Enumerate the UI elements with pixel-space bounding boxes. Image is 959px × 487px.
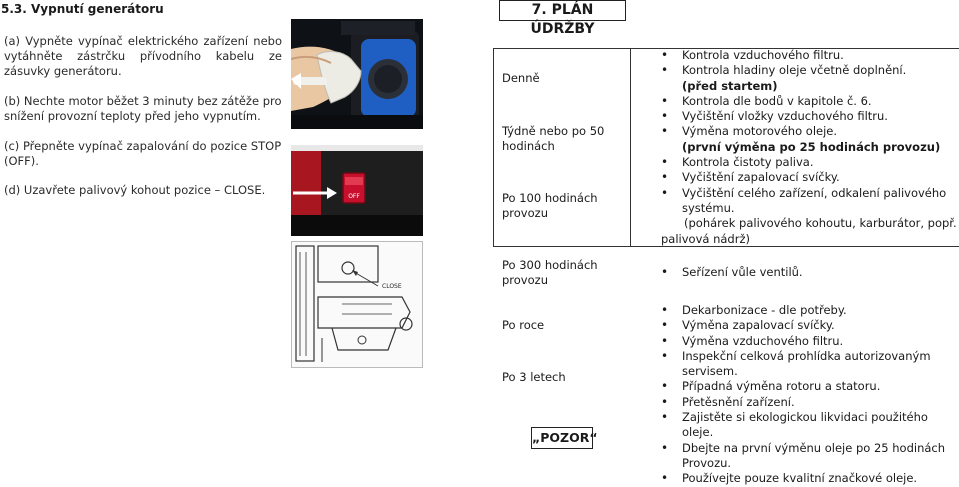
step-d: (d) Uzavřete palivový kohout pozice – CLOSE. [4,183,266,197]
list-item: • Vyčištění vložky vzduchového filtru. [655,109,957,124]
ignition-switch-photo [291,145,423,236]
list-item: • Výměna zapalovací svíčky. [655,318,957,333]
list-item: • Dekarbonizace - dle potřeby. [655,303,957,318]
off-switch-label: OFF [348,193,360,200]
list-item: • Výměna vzduchového filtru. [655,334,957,349]
list-item: • Kontrola hladiny oleje včetně doplnění. [655,63,957,78]
table-column-divider [630,48,631,247]
list-item: • Seřízení vůle ventilů. [655,265,957,280]
list-item: Provozu. [682,455,732,470]
maintenance-plan-heading: 7. PLÁN ÚDRŽBY [499,0,626,21]
close-label: CLOSE [382,283,402,290]
period-100h: Po 100 hodinách provozu [502,191,598,220]
list-item: • Používejte pouze kvalitní značkové oleje. [655,471,957,486]
list-item: (první výměna po 25 hodinách provozu) [682,139,941,154]
section-heading: 5.3. Vypnutí generátoru [1,2,164,16]
list-item: • Vyčištění celého zařízení, odkalení palivového systému. [655,186,957,217]
list-item: • Přetěsnění zařízení. [655,395,957,410]
tasks-yearly-3years [655,303,957,487]
list-item: (před startem) [682,78,778,93]
list-item: palivová nádrž) [661,231,750,246]
period-3-years: Po 3 letech [502,370,566,384]
table-left-border [493,48,494,247]
tasks-daily-100h [655,48,957,247]
step-b: (b) Nechte motor běžet 3 minuty bez zátěže pro snížení provozní teploty před jeho vypnutím. [4,94,282,123]
step-a: (a) Vypněte vypínač elektrického zařízení nebo vytáhněte zástrčku přívodního kabelu ze zásuvky generátoru. [4,34,282,78]
list-item: • Případná výměna rotoru a statoru. [655,379,957,394]
fuel-valve-diagram [291,241,423,368]
list-item: (pohárek palivového kohoutu, karburátor, popř. [684,216,957,231]
list-item: • Kontrola čistoty paliva. [655,155,957,170]
period-daily: Denně [502,71,540,85]
period-yearly: Po roce [502,318,545,332]
list-item: • Inspekční celková prohlídka autorizovaným servisem. [655,349,957,380]
list-item: • Kontrola dle bodů v kapitole č. 6. [655,94,957,109]
list-item: • Výměna motorového oleje. [655,124,957,139]
list-item: • Dbejte na první výměnu oleje po 25 hodinách [655,441,957,456]
period-weekly: Týdně nebo po 50 hodinách [502,124,605,153]
list-item: • Kontrola vzduchového filtru. [655,48,957,63]
warning-box: „POZOR“ [531,427,593,449]
unplug-photo [291,19,423,129]
step-c: (c) Přepněte vypínač zapalování do pozice STOP (OFF). [4,139,282,168]
list-item: • Vyčištění zapalovací svíčky. [655,170,957,185]
list-item: • Zajistěte si ekologickou likvidaci použitého oleje. [655,410,957,441]
period-300h: Po 300 hodinách provozu [502,258,598,287]
tasks-300h [655,265,957,280]
